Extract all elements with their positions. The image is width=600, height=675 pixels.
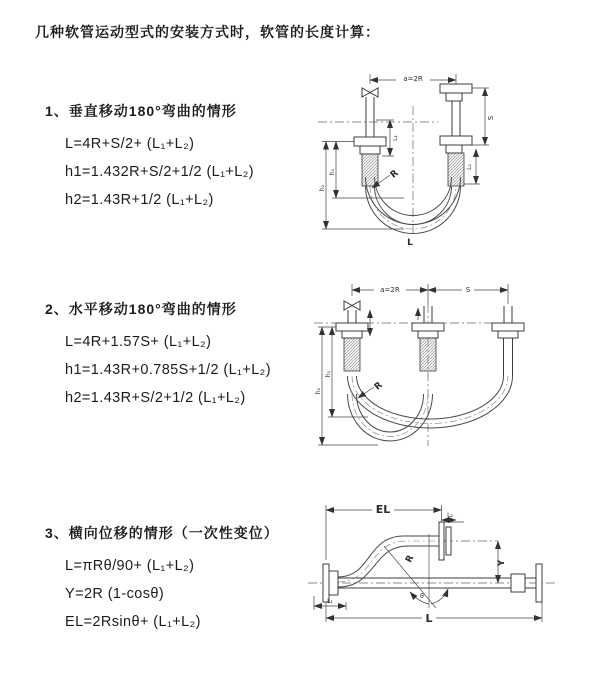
formula-3-L: L=πRθ/90+ (L₁+L₂) xyxy=(65,558,195,574)
d3-dim-y xyxy=(497,541,507,583)
d1-dim-h xyxy=(319,142,404,230)
section-1-heading: 1、垂直移动180°弯曲的情形 xyxy=(45,103,237,119)
d1-label-h2: h₂ xyxy=(319,184,326,192)
d2-label-h2: h₂ xyxy=(315,387,322,395)
d3-dim-l2 xyxy=(442,512,465,522)
d2-hose-curves xyxy=(348,376,513,441)
d3-left-flange xyxy=(323,564,338,602)
d2-valve-icon xyxy=(344,301,360,310)
d2-dim-fittings xyxy=(370,308,418,336)
formula-3-Y: Y=2R (1-cosθ) xyxy=(65,586,165,602)
d3-label-l1: L₁ xyxy=(327,598,333,605)
d3-dim-l1 xyxy=(314,596,346,610)
d1-left-pipe xyxy=(354,97,386,186)
d1-label-l: L xyxy=(407,238,413,248)
section-3 xyxy=(45,523,325,636)
d3-angle-theta xyxy=(384,534,448,608)
diagram-lateral-displacement xyxy=(296,496,571,644)
d3-label-theta: θ xyxy=(420,593,424,600)
d3-label-l: L xyxy=(425,612,433,625)
d2-dim-top xyxy=(352,284,508,304)
d2-label-a2r: a=2R xyxy=(380,286,400,294)
section-3-heading: 3、横向位移的情形（一次性变位） xyxy=(45,525,279,541)
d2-left-pipe xyxy=(336,310,368,371)
formula-2-L: L=4R+1.57S+ (L₁+L₂) xyxy=(65,334,212,350)
d2-label-s: S xyxy=(465,286,471,294)
d1-label-r: R xyxy=(388,168,401,181)
d3-label-l2: L₂ xyxy=(447,512,453,519)
formula-2-h1: h1=1.43R+0.785S+1/2 (L₁+L₂) xyxy=(65,362,271,378)
d1-label-s: S xyxy=(487,115,495,121)
d3-dim-el xyxy=(326,502,442,560)
d2-radius-callout xyxy=(358,380,385,398)
d2-middle-pipe xyxy=(412,306,444,371)
formula-2-h2: h2=1.43R+S/2+1/2 (L₁+L₂) xyxy=(65,390,246,406)
formula-3-EL: EL=2Rsinθ+ (L₁+L₂) xyxy=(65,614,201,630)
d2-label-r: R xyxy=(372,380,385,393)
d1-label-l2: L₂ xyxy=(466,164,473,170)
d1-label-a2r: a=2R xyxy=(403,75,423,83)
d1-label-l1: L₁ xyxy=(392,135,399,141)
formula-1-L: L=4R+S/2+ (L₁+L₂) xyxy=(65,136,195,152)
d3-hose-curve xyxy=(338,536,439,587)
section-2 xyxy=(45,299,325,412)
d1-valve-icon xyxy=(362,88,378,97)
d2-label-h1: h₁ xyxy=(325,370,332,378)
page-title: 几种软管运动型式的安装方式时，软管的长度计算： xyxy=(35,24,380,40)
diagram-horizontal-180-bend xyxy=(306,276,551,460)
diagram-vertical-180-bend xyxy=(308,64,538,256)
d3-label-y: Y xyxy=(497,559,507,567)
formula-1-h1: h1=1.432R+S/2+1/2 (L₁+L₂) xyxy=(65,164,255,180)
d1-label-h1: h₁ xyxy=(329,168,336,176)
d3-label-r: R xyxy=(404,553,417,565)
section-1 xyxy=(45,101,325,214)
d3-label-el: EL xyxy=(375,503,391,516)
formula-1-h2: h2=1.43R+1/2 (L₁+L₂) xyxy=(65,192,214,208)
d2-right-pipe xyxy=(492,306,524,376)
section-2-heading: 2、水平移动180°弯曲的情形 xyxy=(45,301,237,317)
